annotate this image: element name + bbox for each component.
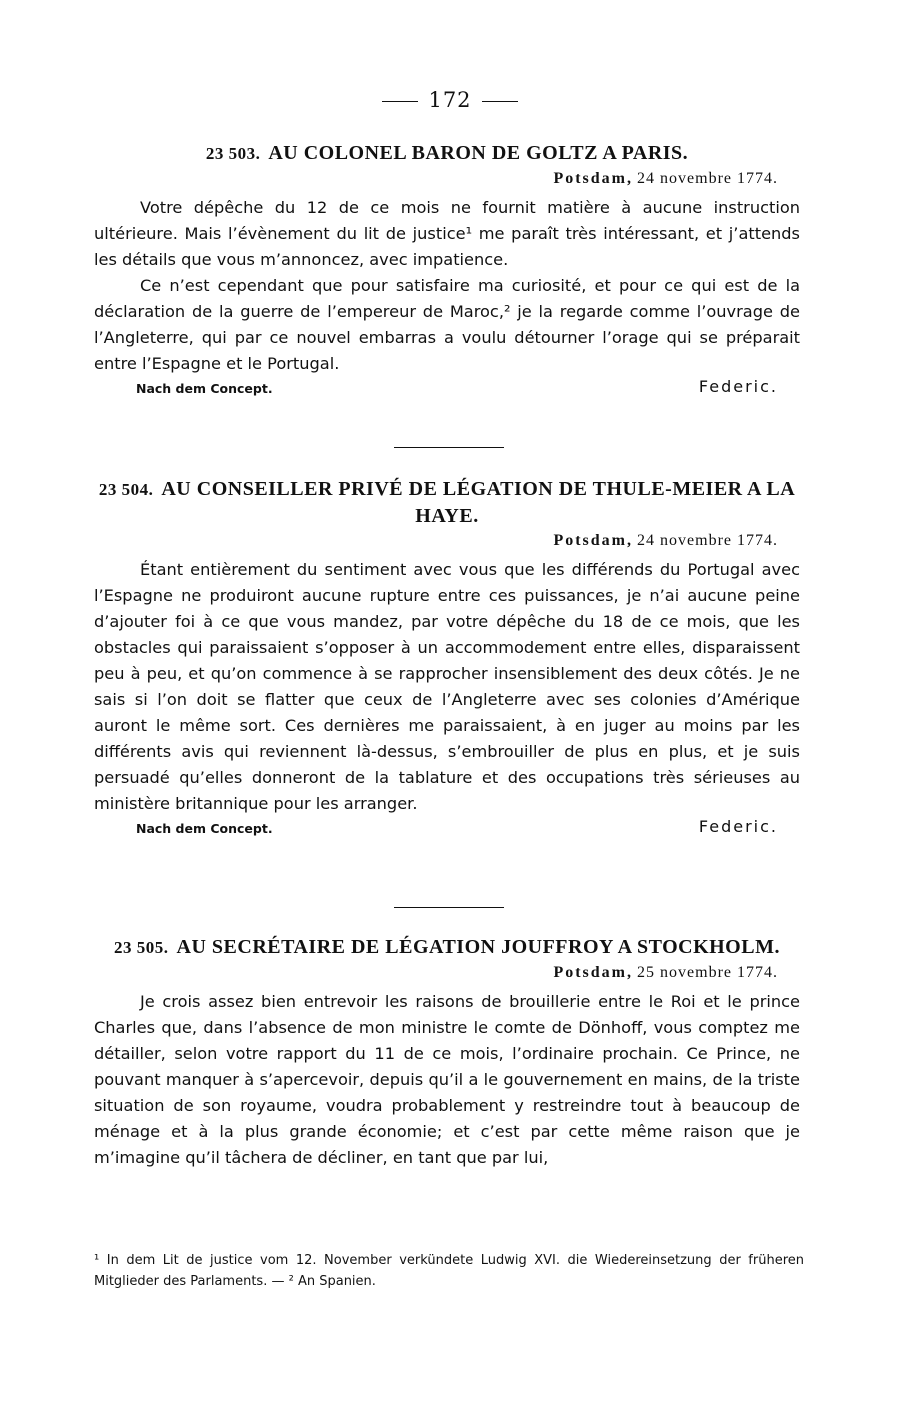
dateline: [94, 169, 778, 189]
letter-title: AU SECRÉTAIRE DE LÉGATION JOUFFROY A STOCKHOLM.: [176, 936, 780, 958]
letter-heading: [94, 476, 800, 529]
dateline: [94, 963, 778, 983]
dateline: [94, 531, 778, 551]
letter-23504: [94, 476, 800, 841]
section-divider: [394, 907, 504, 908]
paragraph: Étant entièrement du sentiment avec vous que les différends du Portugal avec l’Espagne ne produiront aucune rupture entre ces puissances, je n’ai aucune peine d’ajouter foi à ce que vous mandez, par votre dépêche du 18 de ce mois, que les obstacles qui paraissaient s’opposer à un accommodement entre elles, disparaissent peu à peu, et qu’on commence à se rapprocher insensiblement des deux côtés. Je ne sais si l’on doit se flatter que ceux de l’Angleterre avec ses colonies d’Amérique auront le même sort. Ces dernières me paraissaient, à en juger au moins par les différents avis qui reviennent là-dessus, s’embrouiller de plus en plus, et je suis persuadé qu’elles donneront de la tablature et des occupations très sérieuses au ministère britannique pour les arranger.: [94, 560, 800, 813]
footnotes: [94, 1250, 804, 1292]
signature-row: [94, 817, 800, 841]
signature-row: [94, 377, 800, 401]
letter-23503: [94, 140, 800, 401]
paragraph: Je crois assez bien entrevoir les raisons de brouillerie entre le Roi et le prince Charles que, dans l’absence de mon ministre le comte de Dönhoff, vous comptez me détailler, selon votre rapport du 11 de ce mois, l’ordinaire prochain. Ce Prince, ne pouvant manquer à s’apercevoir, depuis qu’il a le gouvernement en mains, de la triste situation de son royaume, voudra probablement y restreindre tout à beaucoup de ménage et à la plus grande économie; et c’est par cette même raison que je m’imagine qu’il tâchera de décliner, en tant que par lui,: [94, 992, 800, 1167]
source-note: Nach dem Concept.: [136, 821, 273, 836]
footnote-2: ² An Spanien.: [288, 1274, 376, 1289]
signature: Federic.: [698, 817, 778, 836]
letter-title: AU COLONEL BARON DE GOLTZ A PARIS.: [268, 142, 689, 164]
section-divider: [394, 447, 504, 448]
paragraph: Votre dépêche du 12 de ce mois ne fournit matière à aucune instruction ultérieure. Mais l’évènement du lit de justice¹ me paraît très intéressant, et j’attends les détails que vous m’annoncez, avec impatience.: [94, 198, 800, 269]
dateline-date: 24 novembre 1774.: [637, 532, 778, 549]
signature: Federic.: [698, 377, 778, 396]
letter-heading: [94, 934, 800, 961]
letter-number: 23 503.: [205, 144, 261, 163]
dateline-place: Potsdam,: [553, 532, 634, 549]
dateline-date: 25 novembre 1774.: [637, 964, 778, 981]
page-number: [0, 88, 900, 112]
page-number-dash-left: [382, 101, 418, 102]
letter-number: 23 505.: [114, 938, 169, 957]
letter-heading: [94, 140, 800, 167]
letter-number: 23 504.: [98, 480, 154, 499]
footnote-1: ¹ In dem Lit de justice vom 12. November verkündete Ludwig XVI. die Wiedereinsetzung der früheren Mitglieder des Parlaments. —: [94, 1253, 804, 1289]
page-number-text: 172: [428, 88, 472, 112]
letter-body: [94, 195, 800, 377]
dateline-place: Potsdam,: [553, 964, 634, 981]
letter-body: [94, 557, 800, 817]
source-note: Nach dem Concept.: [136, 381, 273, 396]
paragraph: Ce n’est cependant que pour satisfaire ma curiosité, et pour ce qui est de la déclaration de la guerre de l’empereur de Maroc,² je la regarde comme l’ouvrage de l’Angleterre, qui par ce nouvel embarras a voulu détourner l’orage qui se préparait entre l’Espagne et le Portugal.: [94, 276, 800, 373]
page-number-dash-right: [482, 101, 518, 102]
letter-title: AU CONSEILLER PRIVÉ DE LÉGATION DE THULE-MEIER A LA HAYE.: [161, 478, 796, 527]
letter-body: [94, 989, 800, 1171]
dateline-date: 24 novembre 1774.: [637, 170, 778, 187]
dateline-place: Potsdam,: [553, 170, 634, 187]
letter-23505: [94, 934, 800, 1171]
